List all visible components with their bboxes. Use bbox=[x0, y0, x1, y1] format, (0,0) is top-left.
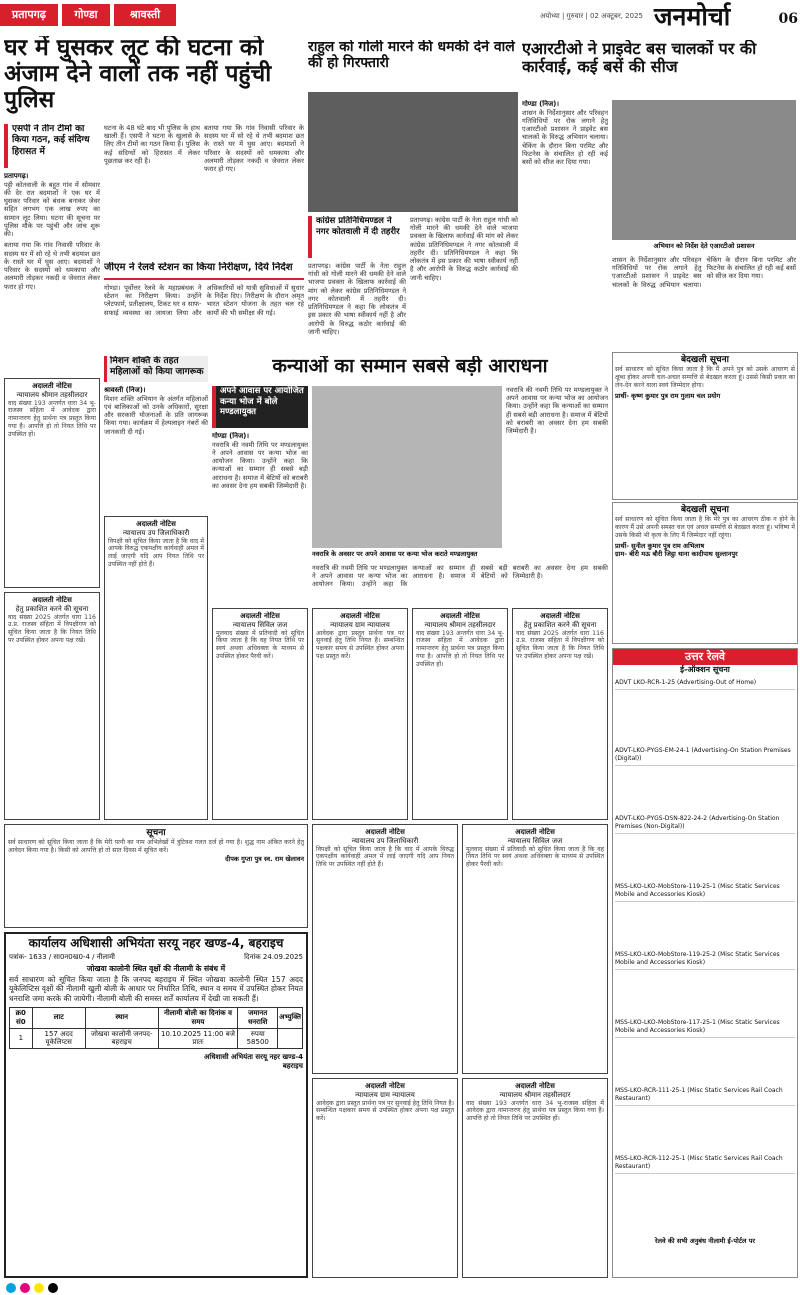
lead-column-2: घटना के 48 घंटे बाद भी पुलिस के हाथ खाली हैं। एसपी ने घटना के खुलासे के लिए तीन टीमों का गठन किया है। पुलिस कई संदिग्धों को हिरासत में लेकर पूछताछ कर रही है। bbox=[104, 124, 200, 165]
rto-photo bbox=[612, 100, 796, 240]
railway-row: MSS-LKO-LKO-MobStore-119-25-2 (Misc Static Services Mobile and Accessories Kiosk) bbox=[615, 949, 795, 970]
notice-2-title: अदालती नोटिस bbox=[32, 596, 72, 604]
edition-line: अयोध्या | गुरुवार | 02 अक्टूबर, 2025 bbox=[540, 12, 643, 20]
location-tab-1: प्रतापगढ़ bbox=[0, 4, 58, 26]
notice-7-title: अदालती नोटिस bbox=[540, 612, 580, 620]
auction-td: रुपया 58500 bbox=[238, 1028, 278, 1049]
kanya-dateline: गोण्डा (निज)। bbox=[212, 432, 250, 440]
notice-11-title: अदालती नोटिस bbox=[515, 1082, 555, 1090]
court-notice-2 bbox=[4, 592, 100, 820]
suchna-body: सर्व साधारण को सूचित किया जाता है कि मेरी पत्नी का नाम अभिलेखों में त्रुटिवश गलत दर्ज हो गया है। शुद्ध नाम अंकित करने हेतु आवेदन किया गया है। किसी को आपत्ति हो तो सात दिवस में सूचित करें। bbox=[8, 839, 304, 854]
auction-ref: पत्रांक- 1633 / सा0न0ख0-4 / नीलामी bbox=[9, 952, 115, 961]
lead-column-1 bbox=[4, 172, 100, 372]
notice-3-body: विपक्षी को सूचित किया जाता है कि वाद में आपके विरुद्ध एकपक्षीय कार्यवाही अमल में लाई जाएगी यदि आप नियत तिथि पर उपस्थित नहीं होते हैं। bbox=[108, 537, 204, 568]
rto-column bbox=[522, 100, 608, 270]
railway-row: ADVT-LKO-PYGS-DSN-822-24-2 (Advertising-On Station Premises (Non-Digital)) bbox=[615, 813, 795, 834]
notice-5-court: न्यायालय ग्राम न्यायालय bbox=[330, 620, 390, 629]
notice-9-body: मूलवाद संख्या में प्रतिवादी को सूचित किया जाता है कि वह नियत तिथि पर स्वयं अथवा अधिवक्ता के माध्यम से उपस्थित होकर पैरवी करें। bbox=[466, 845, 604, 868]
kanya-subhead: अपने आवास पर आयोजित कन्या भोज में बोले मण्डलायुक्त bbox=[212, 386, 308, 428]
bedakhli-notice-2 bbox=[612, 502, 798, 644]
railway-row: MSS-LKO-LKO-MobStore-119-25-1 (Misc Static Services Mobile and Accessories Kiosk) bbox=[615, 881, 795, 902]
kanya-body-3: नवरात्रि की नवमी तिथि पर मण्डलायुक्त ने अपने आवास पर कन्या भोज का आयोजन किया। उन्होंने कहा कि कन्याओं का सम्मान ही सबसे बड़ी आराधना है। समाज में बेटियों को बराबरी का अवसर देना हम सबकी जिम्मेदारी है। bbox=[312, 564, 608, 589]
notice-8-court: न्यायालय उप जिलाधिकारी bbox=[351, 836, 419, 845]
auction-th: जमानत धनराशि bbox=[238, 1008, 278, 1029]
auction-th: अभ्युक्ति bbox=[278, 1008, 303, 1029]
rahul-subhead: कांग्रेस प्रतिनिधिमण्डल ने नगर कोतवाली में दी तहरीर bbox=[308, 216, 406, 258]
kanya-column bbox=[212, 432, 308, 574]
court-notice-9 bbox=[462, 824, 608, 1074]
bedakhli-2-addr: ग्राम- बीरी मऊ बौरी जिट्ठा थाना कादीपाथ सुल्तानपुर bbox=[615, 549, 738, 558]
notice-7-court: हेतु प्रकाशित करने की सूचना bbox=[523, 620, 597, 629]
auction-notice bbox=[4, 932, 308, 1278]
bedakhli-1-body: सर्व साधारण को सूचित किया जाता है कि मैं अपने पुत्र को उसके आचरण से क्षुब्ध होकर अपनी चल-अचल सम्पत्ति से बेदखल करता हूं। उससे किसी प्रकार का लेन-देन करने वाला स्वयं जिम्मेदार होगा। bbox=[615, 366, 795, 389]
lead-headline: घर में घुसकर लूट की घटना को अंजाम देने वालों तक नहीं पहुंची पुलिस bbox=[4, 36, 272, 113]
rahul-body-1: प्रतापगढ़। कांग्रेस पार्टी के नेता राहुल गांधी को गोली मारने की धमकी देने वाले भाजपा प्रवक्ता के खिलाफ कार्रवाई की मांग को लेकर कांग्रेस प्रतिनिधिमण्डल ने नगर कोतवाली में तहरीर दी। प्रतिनिधिमण्डल ने कहा कि लोकतंत्र में इस प्रकार की भाषा स्वीकार्य नहीं है और आरोपी के विरुद्ध कठोर कार्रवाई की जानी चाहिए। bbox=[308, 262, 406, 336]
cmyk-dot-yellow bbox=[34, 1283, 44, 1293]
rahul-photo bbox=[308, 92, 518, 212]
court-notice-7 bbox=[512, 608, 608, 820]
court-notice-6 bbox=[412, 608, 508, 820]
auction-body: सर्व साधारण को सूचित किया जाता है कि जनपद बहराइच में स्थित जोखवा कालोनी स्थित 157 अदद यूकेलिप्टिस वृक्षों की नीलामी खुली बोली के आधार पर निर्धारित तिथि, स्थान व समय में उपस्थित होकर नियत धनराशि जमा करके की जायेगी। नीलामी बोली की समस्त शर्तें कार्यालय में देखी जा सकती हैं। bbox=[9, 974, 303, 1003]
mission-column bbox=[104, 386, 208, 512]
auction-table-header bbox=[10, 1008, 303, 1029]
court-notice-11 bbox=[462, 1078, 608, 1278]
bedakhli-2-body: सर्व साधारण को सूचित किया जाता है कि मेरे पुत्र का आचरण ठीक न होने के कारण मैं उसे अपनी समस्त चल एवं अचल सम्पत्ति से बेदखल करता हूं। भविष्य में उसके किसी भी कृत्य के लिए मैं जिम्मेदार नहीं रहूंगा। bbox=[615, 516, 795, 539]
kanya-body: नवरात्रि की नवमी तिथि पर मण्डलायुक्त ने अपने आवास पर कन्या भोज का आयोजन किया। उन्होंने कहा कि कन्याओं का सम्मान ही सबसे बड़ी आराधना है। समाज में बेटियों को बराबरी का अवसर देना हम सबकी जिम्मेदारी है। bbox=[212, 440, 308, 490]
bedakhli-2-title: बेदखली सूचना bbox=[681, 505, 729, 515]
notice-3-title: अदालती नोटिस bbox=[136, 520, 176, 528]
notice-4-court: न्यायालय सिविल जज bbox=[232, 620, 288, 629]
auction-sign: अधिशासी अभियंता सरयू नहर खण्ड-4 बहराइच bbox=[204, 1053, 303, 1070]
lead-body-1: पट्टी कोतवाली के बहुत गांव में सोमवार की देर रात बदमाशों ने एक घर में घुसकर परिवार को बंधक बनाकर जेवर सहित लगभग एक लाख रुपए का सामान लूट लिया। घटना की सूचना पर पुलिस मौके पर पहुंची और जांच शुरू की। bbox=[4, 180, 100, 239]
auction-td: जोखवा कालोनी जनपद- बहराइच bbox=[85, 1028, 158, 1049]
railway-row: ADVT-LKO-PYGS-EM-24-1 (Advertising-On Station Premises (Digital)) bbox=[615, 745, 795, 766]
suchna-notice bbox=[4, 824, 308, 928]
rto-body: शासन के निर्देशानुसार और परिवहन गतिविधियों पर रोक लगाने हेतु एआरटीओ प्रशासन ने प्राइवेट बस चालकों के विरुद्ध अभियान चलाया। चेकिंग के दौरान बिना परमिट और फिटनेस के संचालित हो रही कई बसों को सीज कर दिया गया। bbox=[522, 108, 608, 167]
auction-th: स्थान bbox=[85, 1008, 158, 1029]
notice-1-body: वाद संख्या 193 अन्तर्गत धारा 34 भू-राजस्व संहिता में आवेदक द्वारा नामान्तरण हेतु प्रार्थना पत्र प्रस्तुत किया गया है। आपत्ति हो तो नियत तिथि पर उपस्थित हों। bbox=[8, 399, 96, 438]
notice-5-title: अदालती नोटिस bbox=[340, 612, 380, 620]
rahul-headline: राहुल को गोली मारने की धमकी देने वाले की हो गिरफ्तारी bbox=[308, 40, 515, 71]
court-notice-8 bbox=[312, 824, 458, 1074]
mission-body: मिशन शक्ति अभियान के अंतर्गत महिलाओं एवं बालिकाओं को उनके अधिकारों, सुरक्षा और सरकारी योजनाओं के प्रति जागरूक किया गया। कार्यक्रम में हेल्पलाइन नंबरों की जानकारी दी गई। bbox=[104, 394, 208, 436]
cmyk-dot-black bbox=[48, 1283, 58, 1293]
rto-dateline: गोण्डा (निज)। bbox=[522, 100, 560, 108]
notice-1-court: न्यायालय श्रीमान तहसीलदार bbox=[16, 390, 88, 399]
suchna-title: सूचना bbox=[146, 828, 166, 838]
rto-headline: एआरटीओ ने प्राइवेट बस चालकों पर की कार्रवाई, कई बसें की सीज bbox=[522, 40, 757, 76]
auction-sub: जोखवा कालोनी स्थित वृक्षों की नीलामी के संबंध में bbox=[86, 963, 226, 973]
auction-table bbox=[9, 1007, 303, 1049]
railway-row: MSS-LKO-RCR-111-25-1 (Misc Static Services Rail Coach Restaurant) bbox=[615, 1085, 795, 1106]
mission-dateline: श्रावस्ती (निज)। bbox=[104, 386, 146, 394]
auction-th: क्र0 सं0 bbox=[10, 1008, 33, 1029]
auction-td: 1 bbox=[10, 1028, 33, 1049]
kanya-caption: नवरात्रि के अवसर पर अपने आवास पर कन्या भोज कराते मण्डलायुक्त bbox=[312, 550, 478, 558]
auction-td bbox=[278, 1028, 303, 1049]
kanya-photo bbox=[312, 386, 502, 548]
railway-row: MSS-LKO-LKO-MobStore-117-25-1 (Misc Static Services Mobile and Accessories Kiosk) bbox=[615, 1017, 795, 1038]
rto-caption: अभियान को निर्देश देते एआरटीओ प्रशासन bbox=[653, 242, 755, 250]
auction-td: 157 अदद यूकेलिप्टस bbox=[32, 1028, 85, 1049]
notice-7-body: वाद संख्या 2025 अंतर्गत धारा 116 उ.प्र. राजस्व संहिता में विपक्षीगण को सूचित किया जाता है कि नियत तिथि पर उपस्थित होकर अपना पक्ष रखें। bbox=[516, 629, 604, 660]
notice-11-court: न्यायालय श्रीमान तहसीलदार bbox=[499, 1090, 571, 1099]
notice-3-court: न्यायालय उप जिलाधिकारी bbox=[122, 528, 190, 537]
notice-4-body: मूलवाद संख्या में प्रतिवादी को सूचित किया जाता है कि वह नियत तिथि पर स्वयं अथवा अधिवक्ता के माध्यम से उपस्थित होकर पैरवी करें। bbox=[216, 629, 304, 660]
cmyk-dot-cyan bbox=[6, 1283, 16, 1293]
railway-row: ADVT LKO-RCR-1-25 (Advertising-Out of Home) bbox=[615, 677, 795, 690]
court-notice-4 bbox=[212, 608, 308, 820]
page-number: 06 bbox=[778, 11, 798, 27]
notice-1-title: अदालती नोटिस bbox=[32, 382, 72, 390]
kanya-body-2: नवरात्रि की नवमी तिथि पर मण्डलायुक्त ने अपने आवास पर कन्या भोज का आयोजन किया। उन्होंने कहा कि कन्याओं का सम्मान ही सबसे बड़ी आराधना है। समाज में बेटियों को बराबरी का अवसर देना हम सबकी जिम्मेदारी है। bbox=[506, 386, 608, 436]
gm-headline: जीएम ने रेलवे स्टेशन का किया निरीक्षण, दिये निर्देश bbox=[104, 262, 304, 280]
auction-date: दिनांक 24.09.2025 bbox=[244, 952, 303, 961]
bedakhli-2-sig: प्रार्थी- सुनील कुमार पुत्र राम अभिलाष bbox=[615, 541, 705, 550]
railway-footer: रेलवे की सभी अनुबंध नीलामी ई-पोर्टल पर bbox=[654, 1237, 756, 1245]
notice-10-court: न्यायालय ग्राम न्यायालय bbox=[355, 1090, 415, 1099]
auction-title: कार्यालय अधिशासी अभियंता सरयू नहर खण्ड-4, बहराइच bbox=[28, 936, 284, 950]
notice-9-court: न्यायालय सिविल जज bbox=[507, 836, 563, 845]
location-tab-3: श्रावस्ती bbox=[114, 4, 176, 26]
notice-10-title: अदालती नोटिस bbox=[365, 1082, 405, 1090]
notice-6-title: अदालती नोटिस bbox=[440, 612, 480, 620]
court-notice-1 bbox=[4, 378, 100, 588]
rahul-body-2: प्रतापगढ़। कांग्रेस पार्टी के नेता राहुल गांधी को गोली मारने की धमकी देने वाले भाजपा प्रवक्ता के खिलाफ कार्रवाई की मांग को लेकर कांग्रेस प्रतिनिधिमण्डल ने नगर कोतवाली में तहरीर दी। प्रतिनिधिमण्डल ने कहा कि लोकतंत्र में इस प्रकार की भाषा स्वीकार्य नहीं है और आरोपी के विरुद्ध कठोर कार्रवाई की जानी चाहिए। bbox=[410, 216, 518, 282]
masthead bbox=[650, 0, 800, 34]
notice-11-body: वाद संख्या 193 अन्तर्गत धारा 34 भू-राजस्व संहिता में आवेदक द्वारा नामान्तरण हेतु प्रार्थना पत्र प्रस्तुत किया गया है। आपत्ति हो तो नियत तिथि पर उपस्थित हों। bbox=[466, 1099, 604, 1122]
auction-th: लाट bbox=[32, 1008, 85, 1029]
notice-2-body: वाद संख्या 2025 अंतर्गत धारा 116 उ.प्र. राजस्व संहिता में विपक्षीगण को सूचित किया जाता है कि नियत तिथि पर उपस्थित होकर अपना पक्ष रखें। bbox=[8, 613, 96, 644]
rto-body-2: शासन के निर्देशानुसार और परिवहन गतिविधियों पर रोक लगाने हेतु एआरटीओ प्रशासन ने प्राइवेट बस चालकों के विरुद्ध अभियान चलाया। चेकिंग के दौरान बिना परमिट और फिटनेस के संचालित हो रही कई बसों को सीज कर दिया गया। bbox=[612, 256, 796, 289]
auction-th: नीलामी बोली का दिनांक व समय bbox=[158, 1008, 238, 1029]
top-bar bbox=[0, 0, 800, 34]
mission-headline: मिशन शक्ति के तहत महिलाओं को किया जागरूक bbox=[104, 356, 208, 382]
lead-subhead: एसपी ने तीन टीमों का किया गठन, कई संदिग्ध हिरासत में bbox=[4, 124, 100, 168]
lead-dateline: प्रतापगढ़। bbox=[4, 172, 29, 180]
auction-ref-row bbox=[9, 953, 303, 962]
notice-10-body: आवेदक द्वारा प्रस्तुत प्रार्थना पत्र पर सुनवाई हेतु तिथि नियत है। सम्बन्धित पक्षकार समय से उपस्थित होकर अपना पक्ष प्रस्तुत करें। bbox=[316, 1099, 454, 1122]
railway-rows bbox=[613, 677, 797, 1237]
court-notice-3 bbox=[104, 516, 208, 820]
suchna-sig: दीपक गुप्ता पुत्र स्व. राम खेलावन bbox=[225, 854, 304, 863]
court-notice-10 bbox=[312, 1078, 458, 1278]
notice-2-court: हेतु प्रकाशित करने की सूचना bbox=[15, 604, 89, 613]
railway-notice bbox=[612, 648, 798, 1278]
railway-band: उत्तर रेलवे bbox=[613, 649, 797, 665]
bedakhli-1-sig: प्रार्थी- कृष्ण कुमार पुत्र राम गुलाम चल प्रयोग bbox=[615, 391, 721, 400]
auction-td: 10.10.2025 11:00 बजे प्रातः bbox=[158, 1028, 238, 1049]
masthead-title: जनमोर्चा bbox=[654, 2, 731, 31]
notice-9-title: अदालती नोटिस bbox=[515, 828, 555, 836]
notice-6-court: न्यायालय श्रीमान तहसीलदार bbox=[424, 620, 496, 629]
gm-body: गोण्डा। पूर्वोत्तर रेलवे के महाप्रबंधक ने स्टेशन का निरीक्षण किया। उन्होंने प्लेटफार्म, प्रतीक्षालय, टिकट घर व साफ-सफाई व्यवस्था का जायजा लिया और अधिकारियों को यात्री सुविधाओं में सुधार के निर्देश दिए। निरीक्षण के दौरान अमृत भारत स्टेशन योजना के तहत चल रहे कार्यों की भी समीक्षा की गई। bbox=[104, 284, 304, 317]
notice-4-title: अदालती नोटिस bbox=[240, 612, 280, 620]
notice-5-body: आवेदक द्वारा प्रस्तुत प्रार्थना पत्र पर सुनवाई हेतु तिथि नियत है। सम्बन्धित पक्षकार समय से उपस्थित होकर अपना पक्ष प्रस्तुत करें। bbox=[316, 629, 404, 660]
lead-column-3: बताया गया कि गांव निवासी परिवार के सदस्य घर में सो रहे थे तभी बदमाश छत के रास्ते घर में घुस आए। बदमाशों ने परिवार के सदस्यों को धमकाया और अलमारी तोड़कर नकदी व जेवरात लेकर फरार हो गए। bbox=[204, 124, 304, 174]
railway-row: MSS-LKO-RCR-112-25-1 (Misc Static Services Rail Coach Restaurant) bbox=[615, 1153, 795, 1174]
auction-table-row bbox=[10, 1028, 303, 1049]
railway-title: ई-ऑक्शन सूचना bbox=[680, 665, 730, 674]
court-notice-5 bbox=[312, 608, 408, 820]
bedakhli-1-title: बेदखली सूचना bbox=[681, 355, 729, 365]
notice-6-body: वाद संख्या 193 अन्तर्गत धारा 34 भू-राजस्व संहिता में आवेदक द्वारा नामान्तरण हेतु प्रार्थना पत्र प्रस्तुत किया गया है। आपत्ति हो तो नियत तिथि पर उपस्थित हों। bbox=[416, 629, 504, 668]
notice-8-body: विपक्षी को सूचित किया जाता है कि वाद में आपके विरुद्ध एकपक्षीय कार्यवाही अमल में लाई जाएगी यदि आप नियत तिथि पर उपस्थित नहीं होते हैं। bbox=[316, 845, 454, 868]
cmyk-dot-magenta bbox=[20, 1283, 30, 1293]
lead-body-2: बताया गया कि गांव निवासी परिवार के सदस्य घर में सो रहे थे तभी बदमाश छत के रास्ते घर में घुस आए। बदमाशों ने परिवार के सदस्यों को धमकाया और अलमारी तोड़कर नकदी व जेवरात लेकर फरार हो गए। bbox=[4, 241, 100, 291]
location-tab-2: गोण्डा bbox=[62, 4, 110, 26]
kanya-headline: कन्याओं का सम्मान सबसे बड़ी आराधना bbox=[272, 356, 548, 377]
bedakhli-notice-1 bbox=[612, 352, 798, 500]
notice-8-title: अदालती नोटिस bbox=[365, 828, 405, 836]
